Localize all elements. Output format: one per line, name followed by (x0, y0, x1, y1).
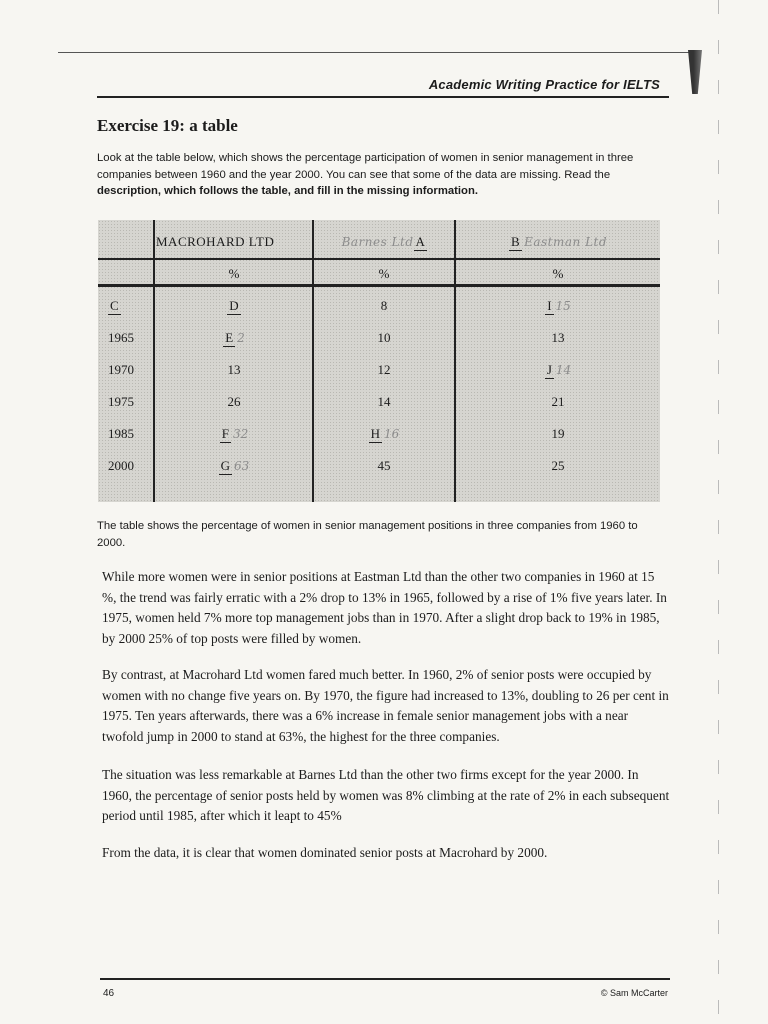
table-cell: 21 (551, 394, 565, 409)
running-header: Academic Writing Practice for IELTS (428, 77, 660, 92)
table-vline (312, 220, 314, 502)
intro-text: Look at the table below, which shows the percentage participation of women in senior management in three companies between 1960 and the year 2000. You can see that some of the data are missing. Read the (97, 152, 634, 181)
handwritten-answer: 16 (384, 427, 400, 441)
table-cell (458, 298, 658, 315)
unit-label: % (552, 266, 564, 281)
blank-label: E (225, 330, 234, 345)
table-cell: 19 (551, 426, 565, 441)
blank-label: B (510, 234, 521, 249)
table-vline (153, 220, 155, 502)
footer-rule (100, 978, 670, 980)
page-number: 46 (103, 988, 115, 999)
data-table (98, 220, 660, 502)
description-paragraph: While more women were in senior positions at Eastman Ltd than the other two companies in 1960 at 15 %, the trend was fairly erratic with a 2% drop to 13% in 1965, followed by a rise of 1% five years later. In 1975, women held 7% more top management jobs than in 1970. After a slight drop back to 19% in 1985, by 2000 25% of top posts were filled by women. (102, 569, 667, 646)
description-paragraph: The situation was less remarkable at Barnes Ltd than the other two firms except for the year 2000. In 1960, the percentage of senior posts held by women was 8% climbing at the rate of 2% in each subsequent period until 1985, after which it leapt to 45% (102, 767, 670, 823)
exercise-title: Exercise 19: a table (97, 116, 238, 135)
table-cell: 10 (377, 330, 391, 345)
table-hline (98, 258, 660, 260)
handwritten-answer: 14 (555, 363, 572, 377)
column-header-b (458, 234, 658, 251)
handwritten-answer: 63 (234, 459, 250, 473)
table-hline (98, 284, 660, 287)
handwritten-answer: 15 (555, 299, 571, 313)
table-vline (454, 220, 456, 502)
page-tab-mark (688, 50, 702, 94)
blank-label: I (547, 298, 552, 313)
conclusion-paragraph: From the data, it is clear that women dominated senior posts at Macrohard by 2000. (102, 845, 548, 860)
description-paragraph: By contrast, at Macrohard Ltd women fared much better. In 1960, 2% of senior posts were occupied by women with no change five years on. By 1970, the figure had increased to 13%, doubling to 26 per cent in 1975. Ten years afterwards, there was a 6% increase in female senior management jobs with a near twofold jump in 2000 to stand at 63%, the highest for the three companies. (102, 667, 669, 744)
blank-label: H (370, 426, 381, 441)
blank-label: C (110, 298, 119, 313)
blank-label: D (229, 298, 239, 313)
table-row-year (108, 298, 121, 315)
binding-edge (718, 0, 719, 1024)
table-row-year: 2000 (108, 458, 134, 473)
blank-label: A (415, 234, 426, 249)
table-cell: 25 (551, 458, 565, 473)
table-cell: 8 (380, 298, 388, 313)
table-cell (156, 458, 312, 475)
blank-label: J (546, 362, 552, 377)
handwritten-answer: Eastman Ltd (524, 235, 608, 249)
intro-text-bold: description, which follows the table, and fill in the missing information. (97, 185, 478, 197)
header-rule (97, 96, 669, 98)
table-cell (156, 330, 312, 347)
table-row-year: 1965 (108, 330, 134, 345)
table-cell (458, 362, 658, 379)
table-cell: 13 (227, 362, 241, 377)
table-cell (156, 426, 312, 443)
table-cell: 26 (227, 394, 241, 409)
table-cell (156, 298, 312, 315)
top-scan-rule (58, 52, 698, 53)
table-cell: 12 (377, 362, 391, 377)
table-cell: 14 (377, 394, 391, 409)
table-cell: 13 (551, 330, 565, 345)
table-row-year: 1970 (108, 362, 134, 377)
copyright: © Sam McCarter (600, 988, 668, 998)
table-caption: The table shows the percentage of women in senior management positions in three companies from 1960 to 2000. (97, 520, 638, 549)
table-cell: 45 (377, 458, 391, 473)
table-row-year: 1985 (108, 426, 134, 441)
handwritten-answer: 2 (237, 331, 245, 345)
unit-label: % (378, 266, 390, 281)
blank-label: G (220, 458, 231, 473)
column-header-macrohard: MACROHARD LTD (156, 234, 275, 249)
blank-label: F (221, 426, 229, 441)
column-header-a (316, 234, 451, 251)
unit-label: % (228, 266, 240, 281)
exercise-intro (97, 150, 663, 200)
handwritten-answer: Barnes Ltd (341, 235, 414, 249)
handwritten-answer: 32 (232, 427, 249, 441)
table-row-year: 1975 (108, 394, 134, 409)
table-cell (316, 426, 452, 443)
